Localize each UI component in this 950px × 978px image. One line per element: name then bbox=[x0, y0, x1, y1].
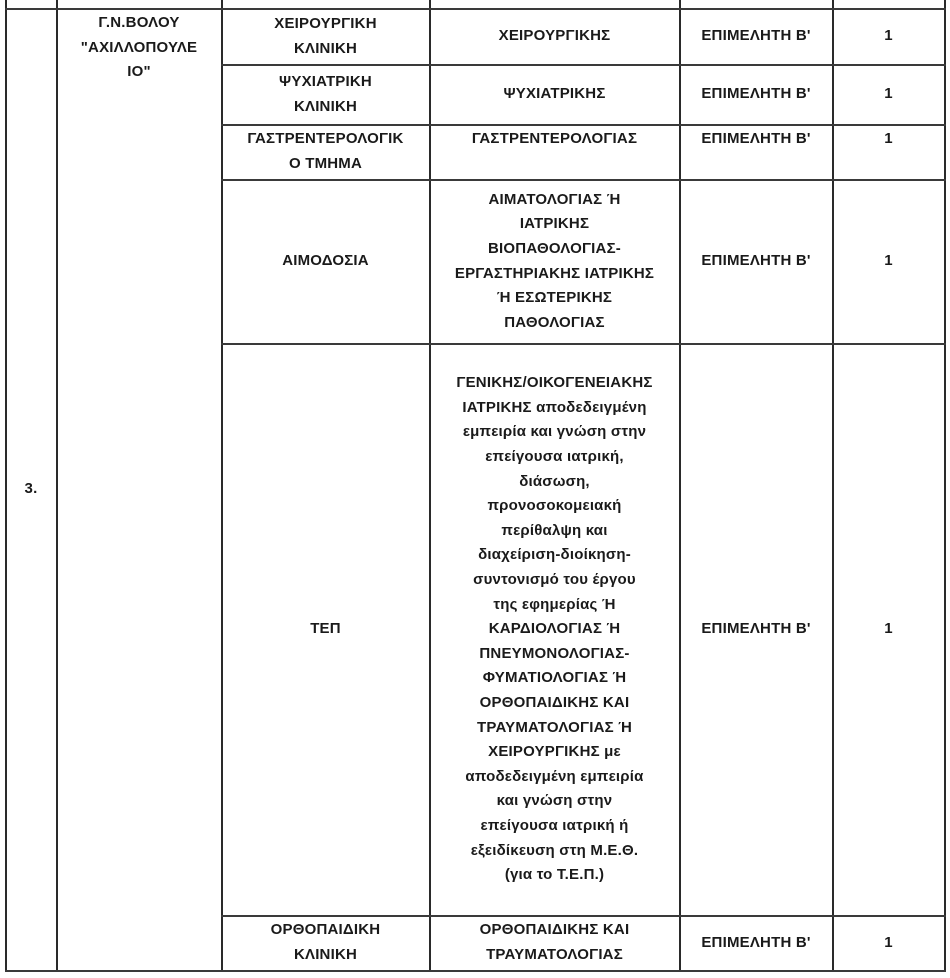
specialty-line: Ή ΕΣΩΤΕΡΙΚΗΣ bbox=[496, 289, 613, 307]
specialty-cell bbox=[430, 344, 679, 915]
positions-count: 1 bbox=[884, 620, 893, 638]
department-line: ΧΕΙΡΟΥΡΓΙΚΗ bbox=[274, 14, 377, 32]
rank-text: ΕΠΙΜΕΛΗΤΗ Β' bbox=[701, 85, 811, 103]
specialty-line: ΙΑΤΡΙΚΗΣ bbox=[519, 215, 590, 233]
rank-cell bbox=[680, 916, 832, 970]
specialty-cell bbox=[430, 125, 679, 179]
specialty-line: (για το Τ.Ε.Π.) bbox=[504, 866, 605, 884]
specialty-line: συντονισμό του έργου bbox=[473, 571, 636, 589]
rank-text: ΕΠΙΜΕΛΗΤΗ Β' bbox=[701, 620, 811, 638]
specialty-line: επείγουσα ιατρική, bbox=[485, 448, 624, 466]
specialty-cell bbox=[430, 9, 679, 64]
positions-count: 1 bbox=[884, 130, 893, 147]
specialty-line: ΓΑΣΤΡΕΝΤΕΡΟΛΟΓΙΑΣ bbox=[471, 130, 638, 147]
specialty-line: ΧΕΙΡΟΥΡΓΙΚΗΣ με bbox=[488, 743, 621, 761]
specialty-line: ΧΕΙΡΟΥΡΓΙΚΗΣ bbox=[498, 27, 611, 45]
table-border-bottom bbox=[5, 970, 946, 972]
department-cell bbox=[222, 125, 429, 179]
specialty-line: εξειδίκευση στη Μ.Ε.Θ. bbox=[470, 841, 639, 859]
specialty-line: προνοσοκομειακή bbox=[487, 497, 622, 515]
positions-cell bbox=[833, 916, 944, 970]
department-cell bbox=[222, 180, 429, 343]
hospital-name-line: ΙΟ" bbox=[127, 63, 151, 81]
rank-cell bbox=[680, 65, 832, 124]
rank-text: ΕΠΙΜΕΛΗΤΗ Β' bbox=[701, 27, 811, 45]
positions-count: 1 bbox=[884, 252, 893, 270]
specialty-line: ΤΡΑΥΜΑΤΟΛΟΓΙΑΣ Ή bbox=[476, 718, 632, 736]
specialty-line: ΠΝΕΥΜΟΝΟΛΟΓΙΑΣ- bbox=[479, 644, 630, 662]
department-line: ΚΛΙΝΙΚΗ bbox=[293, 946, 358, 963]
specialty-line: αποδεδειγμένη εμπειρία bbox=[465, 767, 644, 785]
specialty-line: ΨΥΧΙΑΤΡΙΚΗΣ bbox=[503, 85, 606, 103]
positions-cell bbox=[833, 9, 944, 64]
specialty-line: και γνώση στην bbox=[496, 792, 613, 810]
positions-cell bbox=[833, 125, 944, 179]
specialty-line: ΑΙΜΑΤΟΛΟΓΙΑΣ Ή bbox=[488, 190, 621, 208]
department-cell bbox=[222, 9, 429, 64]
department-line: ΑΙΜΟΔΟΣΙΑ bbox=[282, 252, 369, 270]
specialty-line: ΕΡΓΑΣΤΗΡΙΑΚΗΣ ΙΑΤΡΙΚΗΣ bbox=[454, 264, 655, 282]
specialty-line: ΤΡΑΥΜΑΤΟΛΟΓΙΑΣ bbox=[486, 946, 623, 963]
specialty-line: ΟΡΘΟΠΑΙΔΙΚΗΣ ΚΑΙ bbox=[479, 693, 630, 711]
positions-count: 1 bbox=[884, 85, 893, 103]
specialty-line: διάσωση, bbox=[519, 472, 590, 490]
table-border-right bbox=[944, 0, 946, 971]
specialty-line: ΟΡΘΟΠΑΙΔΙΚΗΣ ΚΑΙ bbox=[479, 921, 630, 939]
specialty-line: εμπειρία και γνώση στην bbox=[462, 423, 647, 441]
positions-cell bbox=[833, 344, 944, 915]
specialty-line: ΓΕΝΙΚΗΣ/ΟΙΚΟΓΕΝΕΙΑΚΗΣ bbox=[456, 374, 653, 392]
row-number: 3. bbox=[24, 480, 38, 498]
rank-text: ΕΠΙΜΕΛΗΤΗ Β' bbox=[701, 252, 811, 270]
specialty-cell bbox=[430, 65, 679, 124]
specialty-line: διαχείριση-διοίκηση- bbox=[478, 546, 631, 564]
department-cell bbox=[222, 344, 429, 915]
hospital-cell bbox=[57, 9, 221, 970]
positions-cell bbox=[833, 180, 944, 343]
department-line: ΨΥΧΙΑΤΡΙΚΗ bbox=[279, 72, 372, 90]
specialty-line: ΦΥΜΑΤΙΟΛΟΓΙΑΣ Ή bbox=[482, 669, 627, 687]
department-line: ΓΑΣΤΡΕΝΤΕΡΟΛΟΓΙΚ bbox=[247, 130, 404, 147]
department-cell bbox=[222, 916, 429, 970]
positions-count: 1 bbox=[884, 933, 893, 951]
department-line: ΤΕΠ bbox=[310, 620, 341, 638]
row-number-cell bbox=[6, 9, 56, 970]
hospital-name-line: "ΑΧΙΛΛΟΠΟΥΛΕ bbox=[80, 38, 198, 56]
positions-cell bbox=[833, 65, 944, 124]
rank-cell bbox=[680, 9, 832, 64]
positions-count: 1 bbox=[884, 27, 893, 45]
department-line: Ο ΤΜΗΜΑ bbox=[288, 154, 363, 172]
rank-text: ΕΠΙΜΕΛΗΤΗ Β' bbox=[701, 933, 811, 951]
rank-cell bbox=[680, 344, 832, 915]
rank-cell bbox=[680, 125, 832, 179]
specialty-cell bbox=[430, 180, 679, 343]
specialty-line: ΒΙΟΠΑΘΟΛΟΓΙΑΣ- bbox=[488, 239, 621, 257]
specialty-line: ΠΑΘΟΛΟΓΙΑΣ bbox=[504, 313, 605, 331]
hospital-name-line: Γ.Ν.ΒΟΛΟΥ bbox=[98, 14, 180, 31]
specialty-line: επείγουσα ιατρική ή bbox=[480, 816, 629, 834]
department-cell bbox=[222, 65, 429, 124]
department-line: ΚΛΙΝΙΚΗ bbox=[293, 39, 358, 57]
department-line: ΟΡΘΟΠΑΙΔΙΚΗ bbox=[270, 921, 381, 939]
specialty-line: ΚΑΡΔΙΟΛΟΓΙΑΣ Ή bbox=[488, 620, 621, 638]
rank-text: ΕΠΙΜΕΛΗΤΗ Β' bbox=[701, 130, 811, 147]
specialty-line: ΙΑΤΡΙΚΗΣ αποδεδειγμένη bbox=[462, 398, 647, 416]
rank-cell bbox=[680, 180, 832, 343]
specialty-line: περίθαλψη και bbox=[501, 521, 608, 539]
specialty-cell bbox=[430, 916, 679, 970]
department-line: ΚΛΙΝΙΚΗ bbox=[293, 97, 358, 115]
specialty-line: της εφημερίας Ή bbox=[493, 595, 616, 613]
